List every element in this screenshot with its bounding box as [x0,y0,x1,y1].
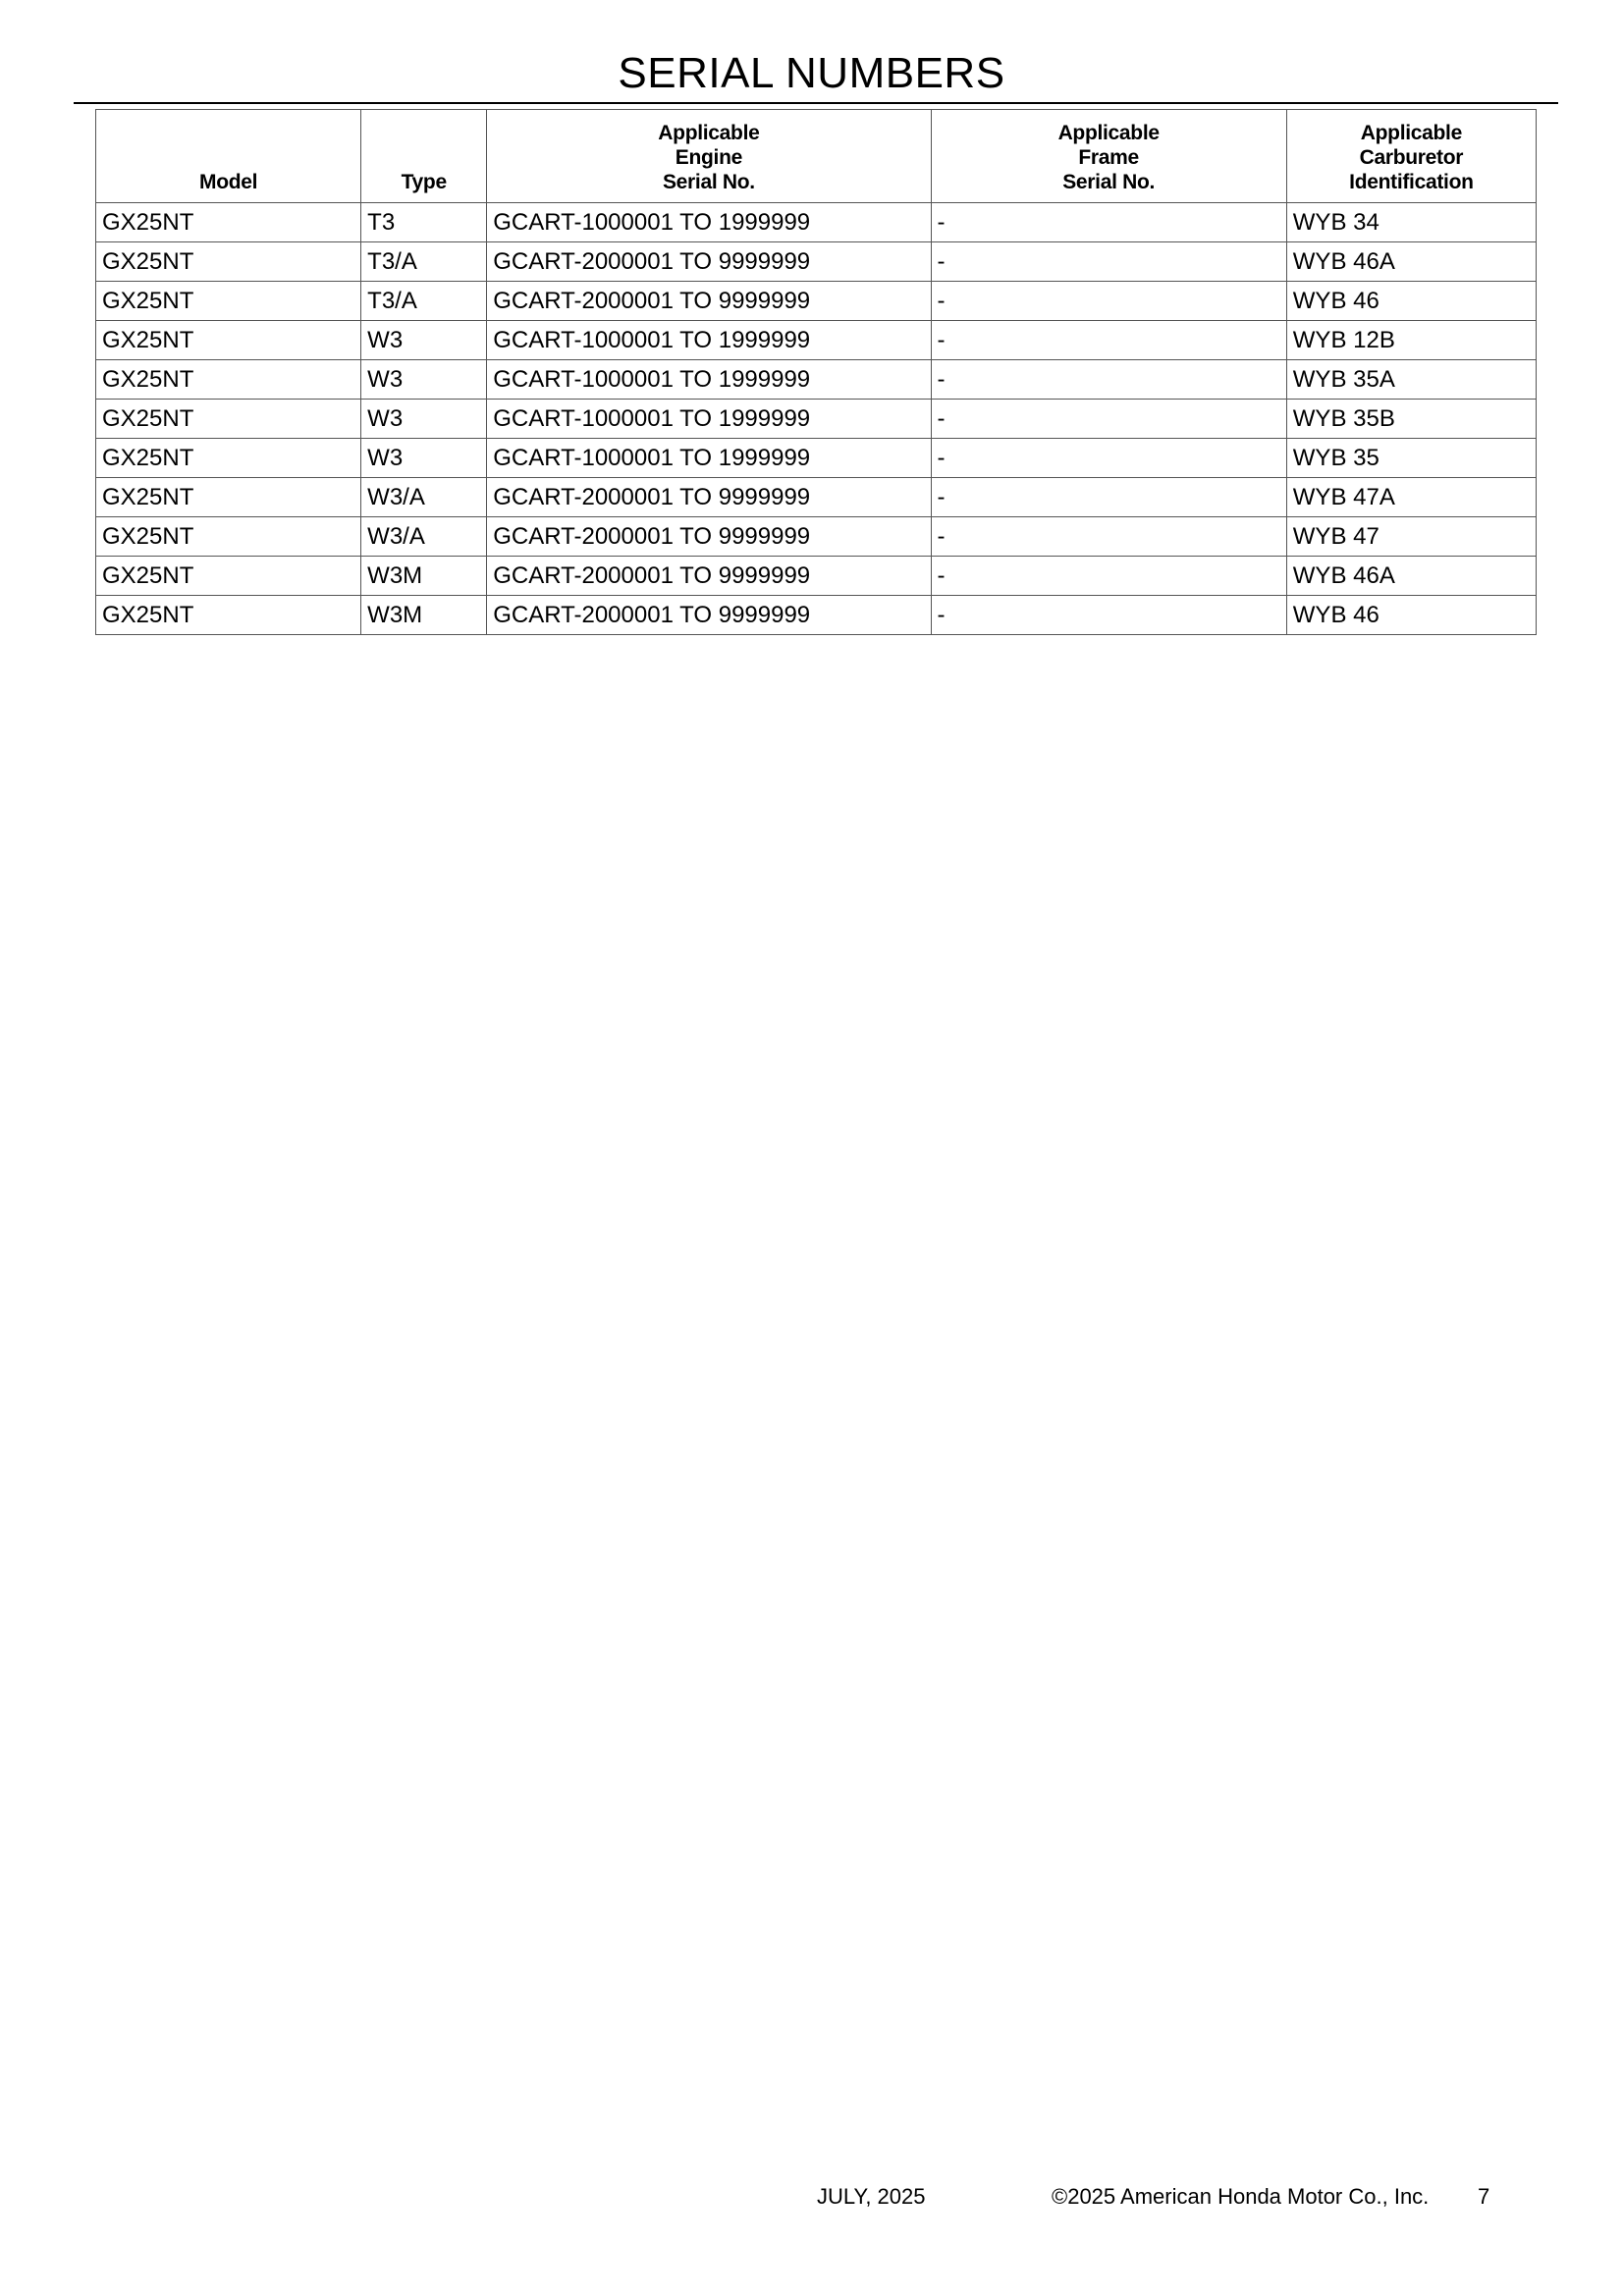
cell-model: GX25NT [96,439,361,478]
table-row [96,282,1537,321]
cell-engine-serial: GCART-1000001 TO 1999999 [487,321,931,360]
table-row [96,557,1537,596]
cell-engine-serial: GCART-1000001 TO 1999999 [487,203,931,242]
cell-carburetor-id: WYB 47 [1286,517,1536,557]
cell-type: W3/A [361,478,487,517]
header-frame-line: Applicable [1057,122,1160,144]
cell-model: GX25NT [96,517,361,557]
page-title: SERIAL NUMBERS [618,49,1005,97]
cell-frame-serial: - [931,400,1286,439]
table-header-row [96,110,1537,203]
table-row [96,596,1537,635]
header-carburetor-line: Applicable [1360,122,1462,144]
header-engine-line: Serial No. [662,171,755,193]
cell-frame-serial: - [931,596,1286,635]
cell-type: T3/A [361,242,487,282]
cell-frame-serial: - [931,321,1286,360]
title-divider [74,102,1558,104]
cell-frame-serial: - [931,517,1286,557]
cell-type: W3 [361,321,487,360]
header-type [361,110,487,203]
cell-model: GX25NT [96,203,361,242]
header-model [96,110,361,203]
cell-type: W3M [361,557,487,596]
header-engine-line: Applicable [658,122,760,144]
cell-type: W3 [361,360,487,400]
cell-carburetor-id: WYB 12B [1286,321,1536,360]
table-row [96,321,1537,360]
cell-carburetor-id: WYB 34 [1286,203,1536,242]
cell-type: W3 [361,400,487,439]
footer-page-number: 7 [1478,2184,1490,2209]
header-engine-serial [487,110,931,203]
table-row [96,203,1537,242]
cell-type: T3/A [361,282,487,321]
cell-engine-serial: GCART-1000001 TO 1999999 [487,439,931,478]
table-row [96,439,1537,478]
cell-carburetor-id: WYB 46 [1286,282,1536,321]
cell-frame-serial: - [931,203,1286,242]
cell-type: W3/A [361,517,487,557]
cell-frame-serial: - [931,557,1286,596]
serial-numbers-table [95,109,1537,635]
cell-carburetor-id: WYB 35A [1286,360,1536,400]
header-carburetor-id [1286,110,1536,203]
footer-date: JULY, 2025 [817,2184,926,2209]
cell-carburetor-id: WYB 35B [1286,400,1536,439]
cell-engine-serial: GCART-2000001 TO 9999999 [487,242,931,282]
cell-engine-serial: GCART-1000001 TO 1999999 [487,400,931,439]
header-frame-line: Serial No. [1062,171,1156,193]
table-row [96,517,1537,557]
header-engine-line: Engine [675,146,742,169]
header-model-label: Model [199,171,258,193]
header-type-label: Type [401,171,447,193]
cell-model: GX25NT [96,400,361,439]
cell-model: GX25NT [96,557,361,596]
header-carburetor-line: Identification [1349,171,1474,193]
table-row [96,242,1537,282]
cell-type: W3M [361,596,487,635]
cell-model: GX25NT [96,360,361,400]
cell-carburetor-id: WYB 47A [1286,478,1536,517]
cell-engine-serial: GCART-2000001 TO 9999999 [487,596,931,635]
cell-type: W3 [361,439,487,478]
cell-model: GX25NT [96,321,361,360]
cell-engine-serial: GCART-1000001 TO 1999999 [487,360,931,400]
header-frame-line: Frame [1078,146,1139,169]
cell-frame-serial: - [931,360,1286,400]
cell-model: GX25NT [96,596,361,635]
cell-carburetor-id: WYB 46A [1286,242,1536,282]
cell-frame-serial: - [931,439,1286,478]
cell-frame-serial: - [931,282,1286,321]
cell-model: GX25NT [96,478,361,517]
cell-model: GX25NT [96,282,361,321]
table-row [96,478,1537,517]
cell-engine-serial: GCART-2000001 TO 9999999 [487,282,931,321]
cell-frame-serial: - [931,478,1286,517]
table-row [96,400,1537,439]
header-carburetor-line: Carburetor [1359,146,1464,169]
header-frame-serial [931,110,1286,203]
cell-carburetor-id: WYB 46 [1286,596,1536,635]
cell-engine-serial: GCART-2000001 TO 9999999 [487,517,931,557]
cell-type: T3 [361,203,487,242]
cell-carburetor-id: WYB 35 [1286,439,1536,478]
footer-copyright: ©2025 American Honda Motor Co., Inc. [1052,2184,1430,2209]
cell-engine-serial: GCART-2000001 TO 9999999 [487,557,931,596]
cell-carburetor-id: WYB 46A [1286,557,1536,596]
cell-engine-serial: GCART-2000001 TO 9999999 [487,478,931,517]
cell-frame-serial: - [931,242,1286,282]
cell-model: GX25NT [96,242,361,282]
table-row [96,360,1537,400]
